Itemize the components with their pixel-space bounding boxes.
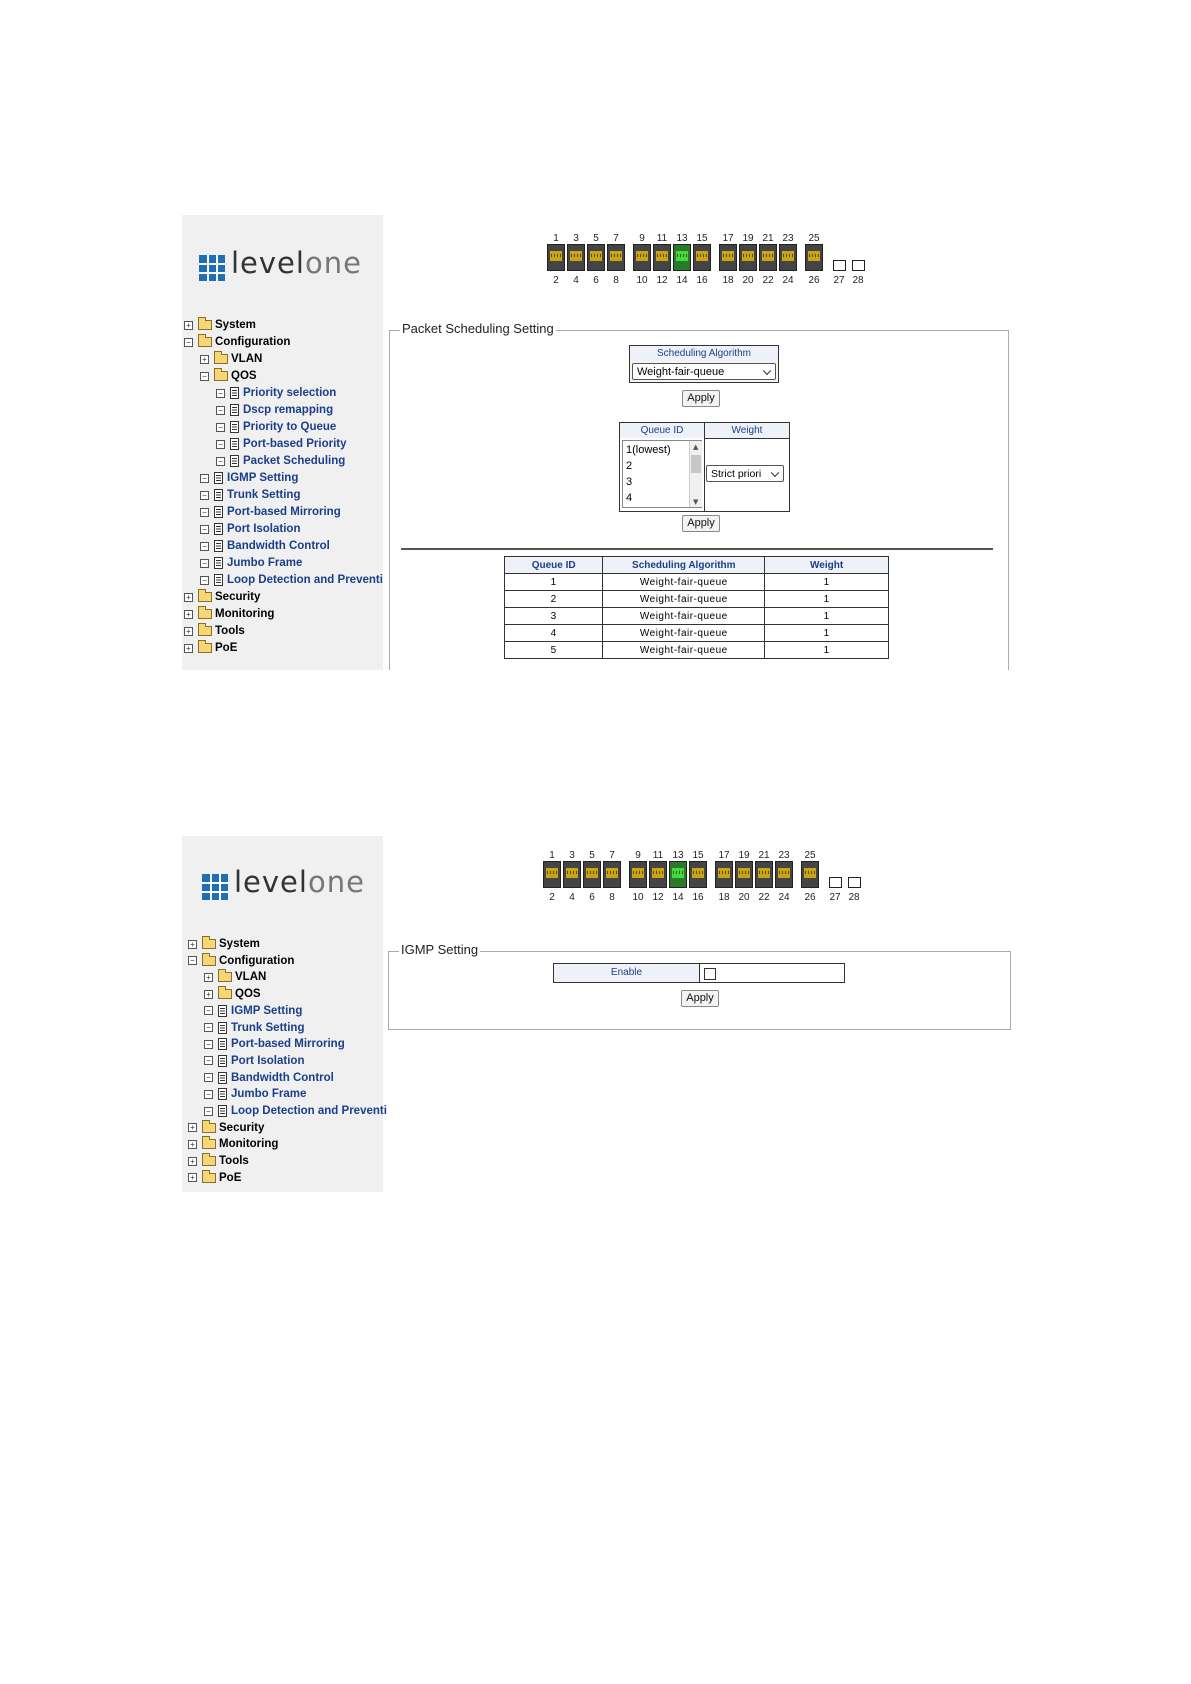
port-21-22-icon[interactable] <box>755 861 773 888</box>
collapse-icon[interactable]: − <box>216 457 225 466</box>
scheduling-algorithm-select[interactable] <box>632 363 776 380</box>
tree-item-label: Security <box>215 591 261 603</box>
tree-item-label: Loop Detection and Preventi <box>227 574 383 586</box>
folder-icon <box>214 371 228 381</box>
scheduling-algorithm-value: Weight-fair-queue <box>637 365 725 378</box>
tree-item-system[interactable] <box>188 936 260 952</box>
table-row <box>505 574 889 591</box>
port-13-14-icon[interactable] <box>669 861 687 888</box>
queue-id-header: Queue ID <box>619 422 705 439</box>
folder-icon <box>198 626 212 636</box>
port-number: 10 <box>632 892 644 903</box>
tree-item-poe[interactable] <box>184 640 237 656</box>
collapse-icon[interactable]: − <box>204 1023 213 1032</box>
enable-label: Enable <box>553 963 700 983</box>
folder-icon <box>202 1123 216 1133</box>
tree-item-monitoring[interactable] <box>184 606 274 622</box>
table-cell: 1 <box>765 608 889 625</box>
collapse-icon[interactable]: − <box>204 1040 213 1049</box>
port-25-26-icon[interactable] <box>805 244 823 271</box>
port-3-4-icon[interactable] <box>563 861 581 888</box>
port-number: 5 <box>589 850 595 861</box>
tree-item-label: Configuration <box>219 954 295 967</box>
port-number: 11 <box>652 850 664 861</box>
document-icon <box>218 1055 227 1067</box>
port-3-4-icon[interactable] <box>567 244 585 271</box>
table-cell: Weight-fair-queue <box>603 574 765 591</box>
port-1-2-icon[interactable] <box>547 244 565 271</box>
tree-item-label: Packet Scheduling <box>243 455 346 467</box>
port-9-10-icon[interactable] <box>629 861 647 888</box>
collapse-icon[interactable]: − <box>200 372 209 381</box>
port-13-14-icon[interactable] <box>673 244 691 271</box>
tree-item-label: QOS <box>235 988 261 1001</box>
table-cell: 1 <box>765 625 889 642</box>
tree-item-label: Configuration <box>215 336 291 348</box>
port-number: 15 <box>696 233 708 244</box>
port-number: 20 <box>742 275 754 286</box>
tree-item-label: Priority to Queue <box>243 421 337 433</box>
expand-icon[interactable]: + <box>188 1123 197 1132</box>
table-cell: 4 <box>505 625 603 642</box>
port-number: 28 <box>852 275 864 286</box>
port-5-6-icon[interactable] <box>583 861 601 888</box>
document-icon <box>230 421 239 433</box>
collapse-icon[interactable]: − <box>200 542 209 551</box>
tree-item-priority-selection[interactable] <box>216 385 336 401</box>
tree-item-igmp-setting[interactable] <box>204 1003 302 1019</box>
document-icon <box>230 404 239 416</box>
table-cell: 1 <box>505 574 603 591</box>
tree-item-jumbo-frame[interactable] <box>200 555 302 571</box>
document-icon <box>218 1105 227 1117</box>
tree-item-label: Bandwidth Control <box>231 1071 334 1084</box>
tree-item-port-based-mirroring[interactable] <box>204 1036 345 1052</box>
tree-item-tools[interactable] <box>188 1153 249 1169</box>
sfp-port-27-icon[interactable] <box>833 260 846 271</box>
tree-item-label: PoE <box>219 1171 242 1184</box>
port-number: 2 <box>549 892 555 903</box>
port-number: 12 <box>656 275 668 286</box>
port-number: 27 <box>833 275 845 286</box>
apply-algorithm-button[interactable]: Apply <box>682 390 720 407</box>
folder-icon <box>202 1173 216 1183</box>
tree-item-jumbo-frame[interactable] <box>204 1086 306 1102</box>
weight-select[interactable] <box>706 465 784 482</box>
table-cell: 2 <box>505 591 603 608</box>
port-number: 1 <box>553 233 559 244</box>
port-11-12-icon[interactable] <box>649 861 667 888</box>
tree-item-dscp-remapping[interactable] <box>216 402 333 418</box>
tree-item-label: Jumbo Frame <box>227 557 303 569</box>
tree-item-label: IGMP Setting <box>231 1004 303 1017</box>
collapse-icon[interactable]: − <box>216 440 225 449</box>
document-icon <box>214 506 223 518</box>
document-icon <box>218 1072 227 1084</box>
tree-item-label: Port-based Mirroring <box>227 506 341 518</box>
document-icon <box>218 1088 227 1100</box>
tree-item-monitoring[interactable] <box>188 1136 278 1152</box>
tree-item-label: Trunk Setting <box>231 1021 305 1034</box>
port-17-18-icon[interactable] <box>719 244 737 271</box>
tree-item-port-isolation[interactable] <box>200 521 300 537</box>
tree-item-vlan[interactable] <box>200 351 262 367</box>
chevron-down-icon <box>771 468 779 476</box>
port-number: 28 <box>848 892 860 903</box>
collapse-icon[interactable]: − <box>200 474 209 483</box>
port-number: 23 <box>778 850 790 861</box>
collapse-icon[interactable]: − <box>188 956 197 965</box>
weight-value: Strict priori <box>711 467 762 480</box>
logo-mark-icon <box>202 874 228 900</box>
port-number: 22 <box>762 275 774 286</box>
port-number: 20 <box>738 892 750 903</box>
tree-item-label: Dscp remapping <box>243 404 334 416</box>
sfp-port-28-icon[interactable] <box>852 260 865 271</box>
queue-option[interactable]: 1(lowest) <box>626 444 671 456</box>
port-7-8-icon[interactable] <box>607 244 625 271</box>
port-number: 22 <box>758 892 770 903</box>
port-number: 23 <box>782 233 794 244</box>
expand-icon[interactable]: + <box>204 990 213 999</box>
folder-icon <box>214 354 228 364</box>
tree-item-label: Tools <box>215 625 245 637</box>
tree-item-label: IGMP Setting <box>227 472 299 484</box>
port-number: 7 <box>613 233 619 244</box>
port-number: 16 <box>692 892 704 903</box>
tree-item-igmp-setting[interactable] <box>200 470 298 486</box>
port-number: 9 <box>635 850 641 861</box>
table-cell: 5 <box>505 642 603 659</box>
tree-item-security[interactable] <box>188 1120 264 1136</box>
expand-icon[interactable]: + <box>188 1173 197 1182</box>
collapse-icon[interactable]: − <box>204 1073 213 1082</box>
document-icon <box>218 1022 227 1034</box>
port-number: 5 <box>593 233 599 244</box>
expand-icon[interactable]: + <box>188 1140 197 1149</box>
document-icon <box>218 1038 227 1050</box>
collapse-icon[interactable]: − <box>216 423 225 432</box>
table-row <box>505 591 889 608</box>
port-21-22-icon[interactable] <box>759 244 777 271</box>
folder-icon <box>202 939 216 949</box>
port-number: 4 <box>573 275 579 286</box>
port-number: 7 <box>609 850 615 861</box>
table-row <box>505 625 889 642</box>
tree-item-trunk-setting[interactable] <box>204 1020 304 1036</box>
expand-icon[interactable]: + <box>188 940 197 949</box>
expand-icon[interactable]: + <box>184 610 193 619</box>
queue-option[interactable]: 2 <box>626 460 633 472</box>
port-9-10-icon[interactable] <box>633 244 651 271</box>
table-row <box>505 608 889 625</box>
collapse-icon[interactable]: − <box>200 525 209 534</box>
port-5-6-icon[interactable] <box>587 244 605 271</box>
column-header: Weight <box>765 557 889 574</box>
port-number: 25 <box>804 850 816 861</box>
tree-item-port-isolation[interactable] <box>204 1053 304 1069</box>
table-cell: 1 <box>765 574 889 591</box>
port-number: 18 <box>722 275 734 286</box>
folder-icon <box>198 643 212 653</box>
port-17-18-icon[interactable] <box>715 861 733 888</box>
tree-item-label: PoE <box>215 642 238 654</box>
tree-item-label: Port Isolation <box>227 523 301 535</box>
chevron-down-icon <box>763 366 771 374</box>
table-cell: Weight-fair-queue <box>603 642 765 659</box>
port-number: 3 <box>573 233 579 244</box>
screenshot-igmp-setting <box>182 836 1016 1192</box>
collapse-icon[interactable]: − <box>204 1006 213 1015</box>
column-header: Scheduling Algorithm <box>603 557 765 574</box>
port-number: 19 <box>738 850 750 861</box>
collapse-icon[interactable]: − <box>204 1056 213 1065</box>
port-number: 1 <box>549 850 555 861</box>
folder-icon <box>218 972 232 982</box>
folder-icon <box>198 609 212 619</box>
tree-item-label: Port Isolation <box>231 1054 305 1067</box>
expand-icon[interactable]: + <box>200 355 209 364</box>
port-15-16-icon[interactable] <box>693 244 711 271</box>
expand-icon[interactable]: + <box>184 321 193 330</box>
queue-option[interactable]: 3 <box>626 476 633 488</box>
document-icon <box>230 438 239 450</box>
folder-icon <box>198 337 212 347</box>
port-number: 12 <box>652 892 664 903</box>
tree-item-vlan[interactable] <box>204 969 266 985</box>
tree-item-qos[interactable] <box>200 368 257 384</box>
port-19-20-icon[interactable] <box>739 244 757 271</box>
port-number: 17 <box>718 850 730 861</box>
apply-button[interactable]: Apply <box>681 990 719 1007</box>
table-cell: 3 <box>505 608 603 625</box>
column-header: Queue ID <box>505 557 603 574</box>
collapse-icon[interactable]: − <box>200 559 209 568</box>
expand-icon[interactable]: + <box>184 644 193 653</box>
queue-option[interactable]: 4 <box>626 492 633 504</box>
collapse-icon[interactable]: − <box>200 508 209 517</box>
document-icon <box>214 489 223 501</box>
tree-item-priority-to-queue[interactable] <box>216 419 336 435</box>
tree-item-label: Loop Detection and Preventi <box>231 1105 387 1117</box>
port-number: 15 <box>692 850 704 861</box>
port-number: 11 <box>656 233 668 244</box>
tree-item-poe[interactable] <box>188 1170 241 1186</box>
packet-scheduling-fieldset <box>389 321 1009 670</box>
logo-mark-icon <box>199 255 225 281</box>
folder-icon <box>202 1156 216 1166</box>
folder-icon <box>218 989 232 999</box>
port-number: 25 <box>808 233 820 244</box>
collapse-icon[interactable]: − <box>184 338 193 347</box>
expand-icon[interactable]: + <box>204 973 213 982</box>
port-number: 19 <box>742 233 754 244</box>
document-icon <box>230 455 239 467</box>
sidebar: levelone + System − Configuration + VLAN − QOS − Priority selection − Dscp remapping − Priority to Queue − Port-based Priority − Packet Scheduling − IGMP Setting − Trunk Setting − Port-based Mirroring − Port Isolation − Bandwidth Control − Jumbo Frame − Loop Detection and Preventi + Security + Monitoring + Tools + PoE <box>182 215 383 670</box>
queue-list-cell <box>619 438 705 512</box>
collapse-icon[interactable]: − <box>216 406 225 415</box>
port-number: 18 <box>718 892 730 903</box>
tree-item-trunk-setting[interactable] <box>200 487 300 503</box>
queue-list-scrollbar[interactable] <box>689 441 702 507</box>
port-number: 9 <box>639 233 645 244</box>
port-number: 17 <box>722 233 734 244</box>
tree-item-label: Port-based Priority <box>243 438 347 450</box>
port-number: 26 <box>804 892 816 903</box>
collapse-icon[interactable]: − <box>216 389 225 398</box>
port-number: 27 <box>829 892 841 903</box>
folder-icon <box>202 956 216 966</box>
port-15-16-icon[interactable] <box>689 861 707 888</box>
tree-item-bandwidth-control[interactable] <box>200 538 330 554</box>
table-row <box>505 642 889 659</box>
folder-icon <box>198 592 212 602</box>
port-19-20-icon[interactable] <box>735 861 753 888</box>
port-23-24-icon[interactable] <box>779 244 797 271</box>
tree-item-configuration[interactable] <box>188 953 294 969</box>
screenshot-packet-scheduling <box>182 215 1016 670</box>
port-1-2-icon[interactable] <box>543 861 561 888</box>
port-23-24-icon[interactable] <box>775 861 793 888</box>
table-cell: Weight-fair-queue <box>603 608 765 625</box>
enable-cell <box>699 963 845 983</box>
document-icon <box>214 472 223 484</box>
tree-item-system[interactable] <box>184 317 256 333</box>
tree-item-port-based-priority[interactable] <box>216 436 347 452</box>
tree-item-label: VLAN <box>235 971 267 984</box>
document-icon <box>218 1005 227 1017</box>
tree-item-loop-detection-and-preventi[interactable] <box>204 1103 387 1119</box>
tree-item-configuration[interactable] <box>184 334 290 350</box>
port-number: 14 <box>672 892 684 903</box>
tree-item-label: VLAN <box>231 353 263 365</box>
weight-cell <box>704 438 790 512</box>
table-cell: 1 <box>765 591 889 608</box>
port-number: 6 <box>593 275 599 286</box>
tree-item-label: Security <box>219 1121 265 1134</box>
document-icon <box>214 557 223 569</box>
scroll-down-arrow-icon[interactable]: ▼ <box>693 498 699 506</box>
tree-item-label: Monitoring <box>219 1138 279 1151</box>
fieldset-legend: IGMP Setting <box>401 942 479 957</box>
table-cell: 1 <box>765 642 889 659</box>
tree-item-label: Priority selection <box>243 387 337 399</box>
port-25-26-icon[interactable] <box>801 861 819 888</box>
enable-checkbox[interactable] <box>704 968 716 980</box>
port-number: 3 <box>569 850 575 861</box>
tree-item-loop-detection-and-preventi[interactable] <box>200 572 383 588</box>
table-cell: Weight-fair-queue <box>603 591 765 608</box>
weight-header: Weight <box>704 422 790 439</box>
tree-item-label: Monitoring <box>215 608 275 620</box>
port-number: 24 <box>782 275 794 286</box>
port-number: 21 <box>758 850 770 861</box>
port-number: 4 <box>569 892 575 903</box>
tree-item-port-based-mirroring[interactable] <box>200 504 341 520</box>
collapse-icon[interactable]: − <box>200 491 209 500</box>
port-7-8-icon[interactable] <box>603 861 621 888</box>
tree-item-label: System <box>215 319 256 331</box>
tree-item-label: Jumbo Frame <box>231 1088 307 1101</box>
port-number: 13 <box>676 233 688 244</box>
folder-icon <box>198 320 212 330</box>
table-cell: Weight-fair-queue <box>603 625 765 642</box>
igmp-setting-fieldset <box>388 942 1011 1030</box>
tree-item-security[interactable] <box>184 589 260 605</box>
sidebar: levelone + System − Configuration + VLAN + QOS − IGMP Setting − Trunk Setting − Port-based Mirroring − Port Isolation − Bandwidth Control − Jumbo Frame − Loop Detection and Preventi + Security + Monitoring + Tools + PoE <box>182 836 383 1192</box>
folder-icon <box>202 1139 216 1149</box>
document-icon <box>214 540 223 552</box>
port-number: 14 <box>676 275 688 286</box>
tree-item-qos[interactable] <box>204 986 261 1002</box>
tree-item-tools[interactable] <box>184 623 245 639</box>
algorithm-cell <box>629 361 779 383</box>
port-number: 26 <box>808 275 820 286</box>
divider <box>401 548 993 550</box>
tree-item-bandwidth-control[interactable] <box>204 1070 334 1086</box>
collapse-icon[interactable]: − <box>204 1107 213 1116</box>
port-number: 8 <box>613 275 619 286</box>
tree-item-label: System <box>219 938 260 950</box>
scrollbar-thumb[interactable] <box>691 455 701 473</box>
port-number: 16 <box>696 275 708 286</box>
port-number: 8 <box>609 892 615 903</box>
tree-item-label: Port-based Mirroring <box>231 1038 345 1051</box>
scheduling-table <box>504 556 889 659</box>
expand-icon[interactable]: + <box>184 627 193 636</box>
document-icon <box>230 387 239 399</box>
port-number: 24 <box>778 892 790 903</box>
scheduling-algorithm-header: Scheduling Algorithm <box>629 345 779 362</box>
collapse-icon[interactable]: − <box>204 1090 213 1099</box>
fieldset-legend: Packet Scheduling Setting <box>402 321 554 336</box>
tree-item-label: QOS <box>231 370 257 382</box>
port-number: 21 <box>762 233 774 244</box>
tree-item-label: Bandwidth Control <box>227 540 330 552</box>
expand-icon[interactable]: + <box>188 1157 197 1166</box>
port-number: 2 <box>553 275 559 286</box>
expand-icon[interactable]: + <box>184 593 193 602</box>
port-number: 6 <box>589 892 595 903</box>
port-number: 13 <box>672 850 684 861</box>
apply-weight-button[interactable]: Apply <box>682 515 720 532</box>
document-icon <box>214 574 223 586</box>
tree-item-label: Trunk Setting <box>227 489 301 501</box>
scroll-up-arrow-icon[interactable]: ▲ <box>693 443 699 451</box>
port-11-12-icon[interactable] <box>653 244 671 271</box>
collapse-icon[interactable]: − <box>200 576 209 585</box>
tree-item-label: Tools <box>219 1155 249 1168</box>
tree-item-packet-scheduling[interactable] <box>216 453 345 469</box>
sfp-port-28-icon[interactable] <box>848 877 861 888</box>
document-icon <box>214 523 223 535</box>
sfp-port-27-icon[interactable] <box>829 877 842 888</box>
port-number: 10 <box>636 275 648 286</box>
